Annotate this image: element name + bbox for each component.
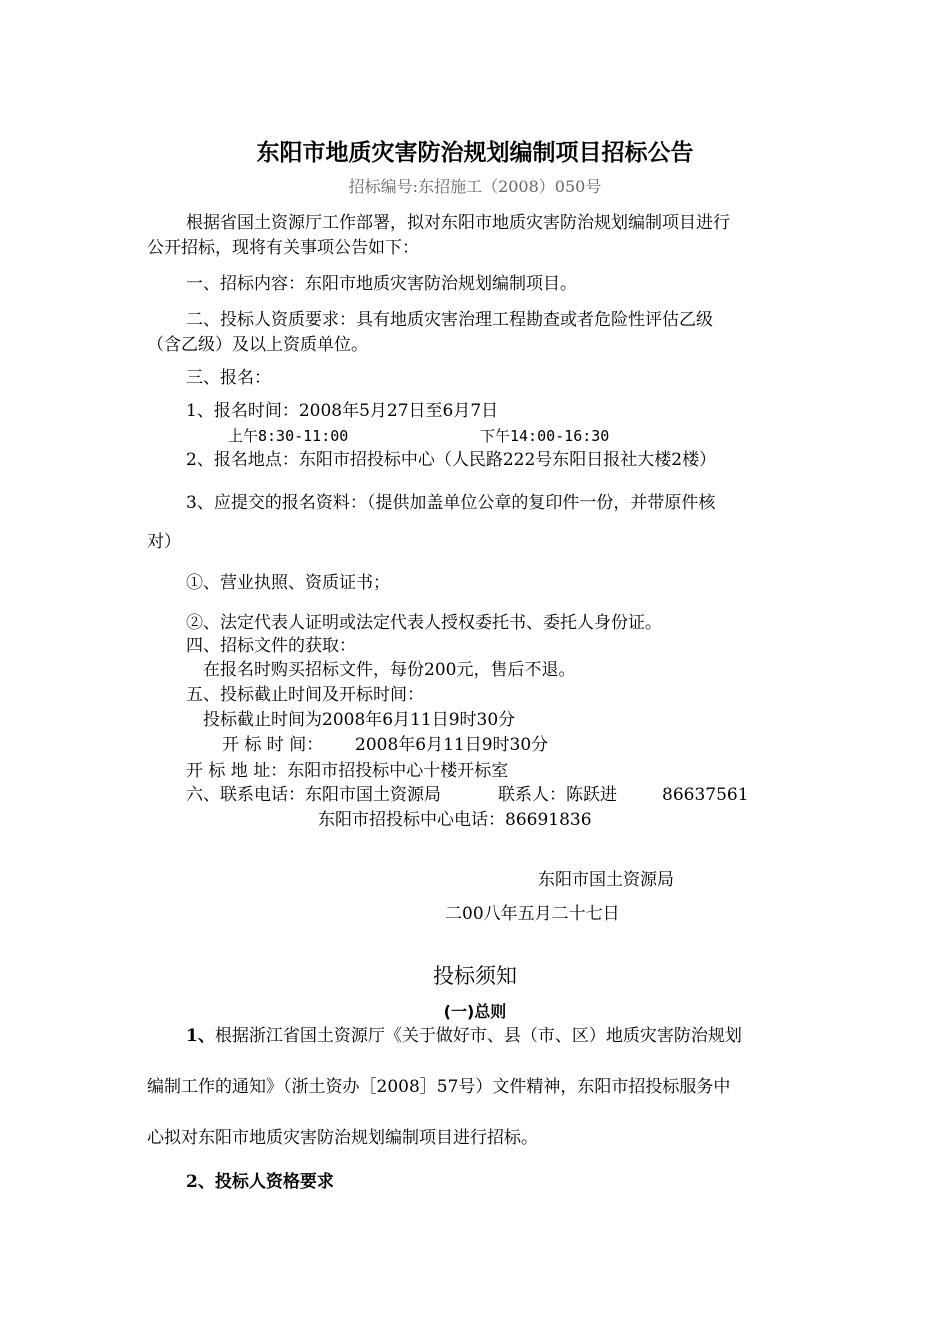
- instructions-title: 投标须知: [433, 964, 517, 988]
- section-heading: (一)总则: [443, 1002, 507, 1021]
- issuer: 东阳市国土资源局: [538, 870, 674, 890]
- contact-phone: 86637561: [662, 785, 749, 805]
- item-3: 三、报名：: [186, 368, 271, 388]
- paragraph-1-line-3: 心拟对东阳市地质灾害防治规划编制项目进行招标。: [147, 1128, 538, 1148]
- item-4: 四、招标文件的获取：: [186, 636, 356, 656]
- item-2-line-1: 二、投标人资质要求：具有地质灾害治理工程勘查或者危险性评估乙级: [186, 310, 713, 330]
- item-6: 六、联系电话：东阳市国土资源局: [186, 785, 441, 805]
- paragraph-1-number: 1、: [186, 1026, 215, 1046]
- contact-person: 联系人：陈跃进: [498, 785, 617, 805]
- center-phone: 东阳市招投标中心电话：86691836: [318, 810, 592, 830]
- intro-line-2: 公开招标，现将有关事项公告如下：: [147, 238, 419, 258]
- tender-code: 招标编号:东招施工（2008）050号: [348, 177, 602, 196]
- item-1: 一、招标内容：东阳市地质灾害防治规划编制项目。: [186, 274, 577, 294]
- registration-time: 1、报名时间：2008年5月27日至6月7日: [186, 401, 499, 421]
- bid-deadline: 投标截止时间为2008年6月11日9时30分: [203, 710, 516, 730]
- issue-date: 二00八年五月二十七日: [445, 904, 620, 924]
- registration-docs-line-1: 3、应提交的报名资料：（提供加盖单位公章的复印件一份，并带原件核: [186, 493, 716, 513]
- intro-line-1: 根据省国土资源厅工作部署，拟对东阳市地质灾害防治规划编制项目进行: [186, 213, 730, 233]
- item-4-text: 在报名时购买招标文件，每份200元，售后不退。: [203, 660, 576, 680]
- notice-title: 东阳市地质灾害防治规划编制项目招标公告: [256, 140, 694, 166]
- bid-open-label: 开 标 时 间：: [222, 735, 324, 755]
- paragraph-2-heading: 2、投标人资格要求: [186, 1172, 334, 1192]
- paragraph-1-line-2: 编制工作的通知》（浙土资办［2008］57号）文件精神，东阳市招投标服务中: [147, 1077, 731, 1097]
- bid-open-place: 开 标 地 址：东阳市招投标中心十楼开标室: [186, 761, 509, 781]
- registration-place: 2、报名地点：东阳市招投标中心（人民路222号东阳日报社大楼2楼）: [186, 450, 717, 470]
- doc-item-a: ①、营业执照、资质证书；: [186, 573, 390, 593]
- paragraph-1-text: 根据浙江省国土资源厅《关于做好市、县（市、区）地质灾害防治规划: [214, 1026, 742, 1046]
- bid-open-time: 2008年6月11日9时30分: [355, 735, 549, 755]
- doc-item-b: ②、法定代表人证明或法定代表人授权委托书、委托人身份证。: [186, 613, 662, 633]
- registration-morning: 上午8:30-11:00: [228, 427, 349, 445]
- item-2-line-2: （含乙级）及以上资质单位。: [147, 335, 368, 355]
- item-5: 五、投标截止时间及开标时间：: [186, 685, 424, 705]
- registration-afternoon: 下午14:00-16:30: [480, 427, 610, 445]
- paragraph-1-line-1: [186, 1025, 742, 1047]
- registration-docs-line-2: 对）: [147, 532, 181, 552]
